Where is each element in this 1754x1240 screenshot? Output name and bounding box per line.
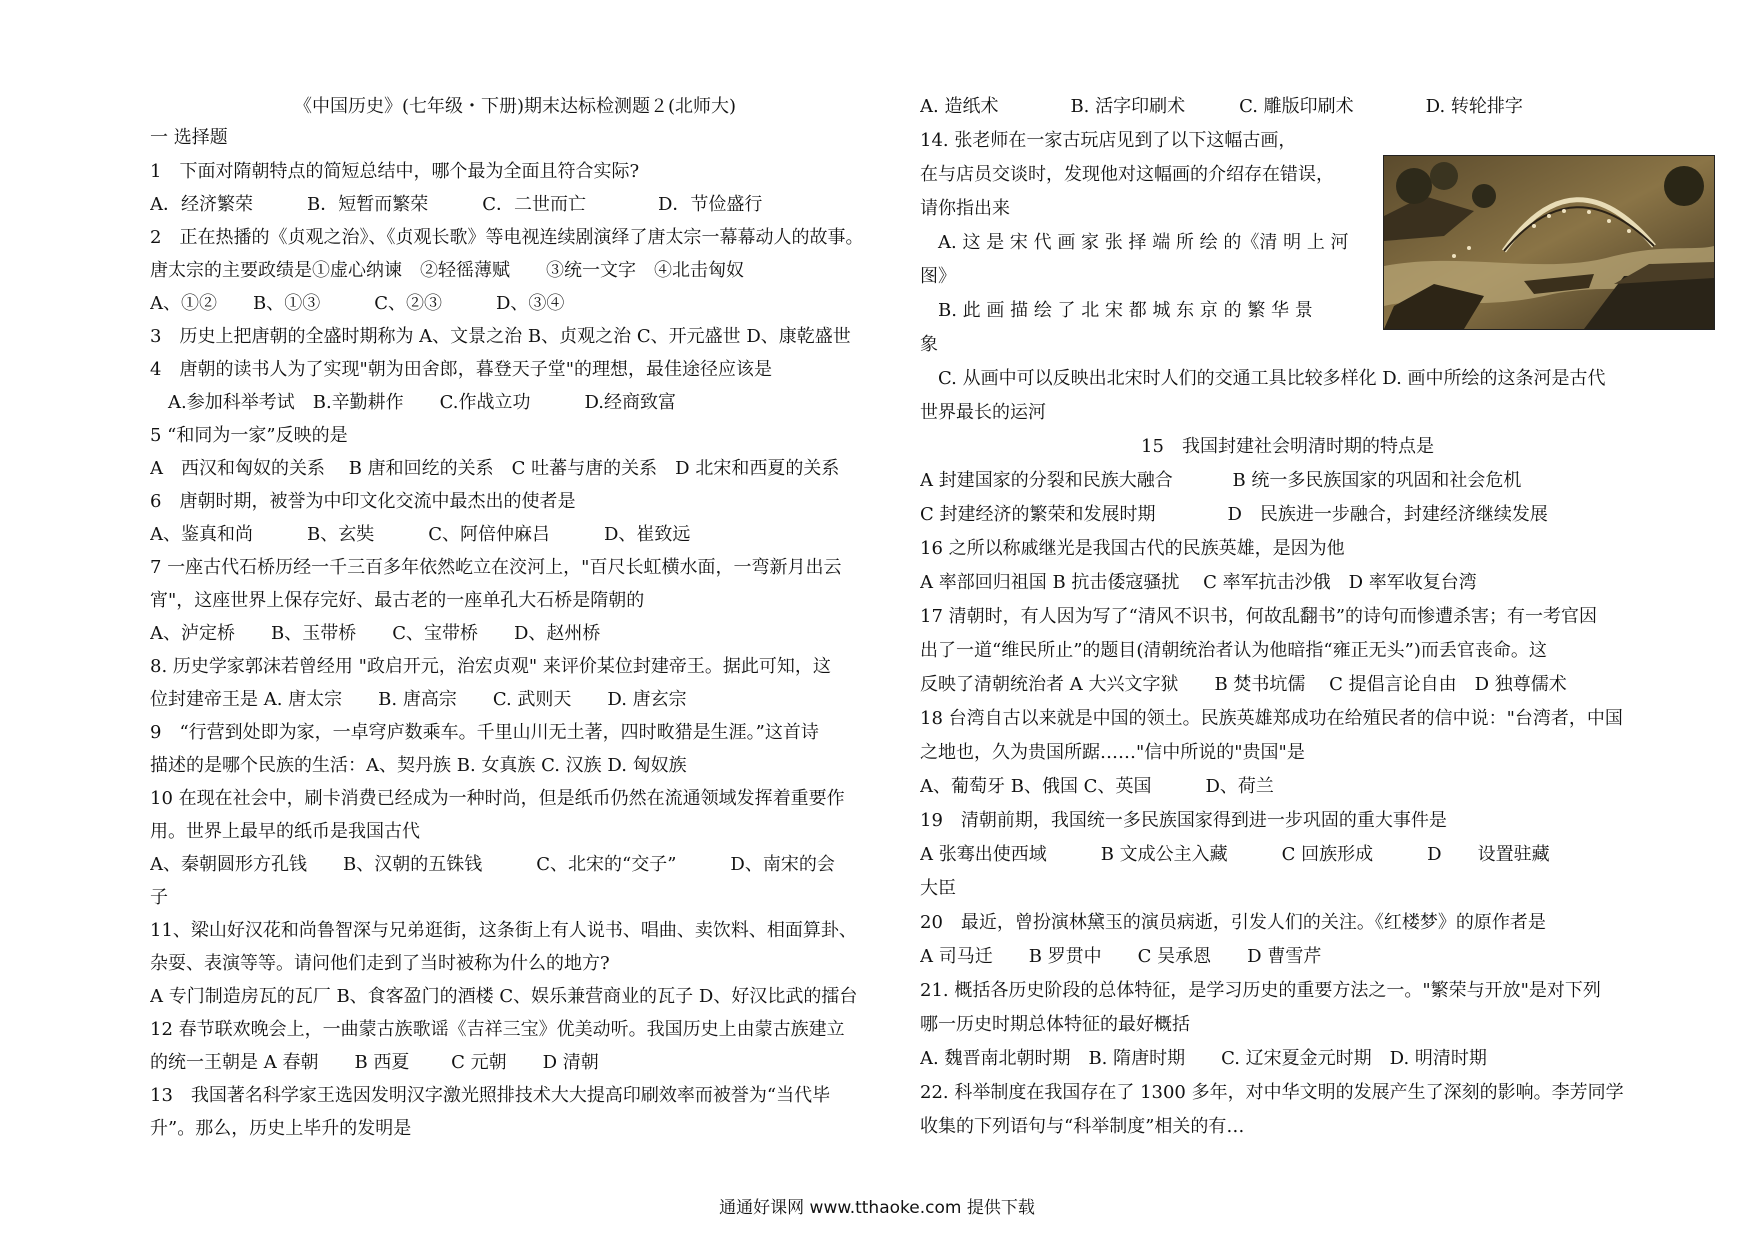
question-line: 1 下面对隋朝特点的简短总结中，哪个最为全面且符合实际? [150,161,640,182]
question-line: 象 [920,334,938,355]
question-line: 在与店员交谈时，发现他对这幅画的介绍存在错误， [920,164,1334,185]
question-line: A 西汉和匈奴的关系 B 唐和回纥的关系 C 吐蕃与唐的关系 D 北宋和西夏的关系 [150,458,840,479]
question-line: C 封建经济的繁荣和发展时期 D 民族进一步融合，封建经济继续发展 [920,504,1548,525]
question-line: 22. 科举制度在我国存在了 1300 多年，对中华文明的发展产生了深刻的影响。李芳同学 [920,1082,1624,1103]
question-line: A 专门制造房瓦的瓦厂 B、食客盈门的酒楼 C、娱乐兼营商业的瓦子 D、好汉比武的擂台 [150,986,858,1007]
question-line: 描述的是哪个民族的生活：A、契丹族 B. 女真族 C. 汉族 D. 匈奴族 [150,755,687,776]
question-line: A、泸定桥 B、玉带桥 C、宝带桥 D、赵州桥 [150,623,601,644]
question-line: 14. 张老师在一家古玩店见到了以下这幅古画， [920,130,1297,151]
footer-credit: 通通好课网 www.tthaoke.com 提供下载 [719,1198,1035,1218]
question-line: 20 最近，曾扮演林黛玉的演员病逝，引发人们的关注。《红楼梦》的原作者是 [920,912,1546,933]
left-column [150,0,880,1160]
question-line: A 司马迁 B 罗贯中 C 吴承恩 D 曹雪芹 [920,946,1322,967]
question-line: 世界最长的运河 [920,402,1046,423]
question-line: 4 唐朝的读书人为了实现"朝为田舍郎，暮登天子堂"的理想，最佳途径应该是 [150,359,773,380]
question-line: A、①② B、①③ C、②③ D、③④ [150,293,565,314]
question-line: 18 台湾自古以来就是中国的领土。民族英雄郑成功在给殖民者的信中说："台湾者，中国 [920,708,1623,729]
page-title: 《中国历史》(七年级・下册)期末达标检测题２(北师大) [293,96,737,117]
section-heading: 一 选择题 [150,127,228,148]
question-line: 之地也，久为贵国所踞……"信中所说的"贵国"是 [920,742,1305,763]
question-line: A、葡萄牙 B、俄国 C、英国 D、荷兰 [920,776,1274,797]
question-line: 9 “行营到处即为家，一卓穹庐数乘车。千里山川无土著，四时畋猎是生涯。”这首诗 [150,722,819,743]
question-line: 21. 概括各历史阶段的总体特征，是学习历史的重要方法之一。"繁荣与开放"是对下列 [920,980,1601,1001]
question-line: 16 之所以称戚继光是我国古代的民族英雄，是因为他 [920,538,1345,559]
question-line: A 封建国家的分裂和民族大融合 B 统一多民族国家的巩固和社会危机 [920,470,1522,491]
question-line: 17 清朝时，有人因为写了“清风不识书，何故乱翻书”的诗句而惨遭杀害；有一考官因 [920,606,1598,627]
question-line: 请你指出来 [920,198,1010,219]
question-line: 唐太宗的主要政绩是①虚心纳谏 ②轻徭薄赋 ③统一文字 ④北击匈奴 [150,260,744,281]
question-line: A．经济繁荣 B．短暂而繁荣 C．二世而亡 D．节俭盛行 [150,194,763,215]
question-line: A.参加科举考试 B.辛勤耕作 C.作战立功 D.经商致富 [150,392,677,413]
question-line: A 张骞出使西域 B 文成公主入藏 C 回族形成 D 设置驻藏 [920,844,1550,865]
question-line: 13 我国著名科学家王选因发明汉字激光照排技术大大提高印刷效率而被誉为“当代毕 [150,1085,831,1106]
question-line: 2 正在热播的《贞观之治》、《贞观长歌》等电视连续剧演绎了唐太宗一幕幕动人的故事。 [150,227,864,248]
question-line: 19 清朝前期，我国统一多民族国家得到进一步巩固的重大事件是 [920,810,1447,831]
question-line: 图》 [920,266,956,287]
question-line: 反映了清朝统治者 A 大兴文字狱 B 焚书坑儒 C 提倡言论自由 D 独尊儒术 [920,674,1567,695]
question-line: A. 造纸术 B. 活字印刷术 C. 雕版印刷术 D. 转轮排字 [920,96,1523,117]
question-line: 8. 历史学家郭沫若曾经用 "政启开元，治宏贞观" 来评价某位封建帝王。据此可知，这 [150,656,831,677]
question-line: 5 “和同为一家”反映的是 [150,425,348,446]
question-line: 11、梁山好汉花和尚鲁智深与兄弟逛街，这条街上有人说书、唱曲、卖饮料、相面算卦、 [150,920,857,941]
question-line: 升”。那么，历史上毕升的发明是 [150,1118,412,1139]
question-line: 宵"，这座世界上保存完好、最古老的一座单孔大石桥是隋朝的 [150,590,645,611]
question-line: A. 这 是 宋 代 画 家 张 择 端 所 绘 的《清 明 上 河 [920,232,1349,253]
question-line: B. 此 画 描 绘 了 北 宋 都 城 东 京 的 繁 华 景 [920,300,1313,321]
question-line: A、秦朝圆形方孔钱 B、汉朝的五铢钱 C、北宋的“交子” D、南宋的会 [150,854,835,875]
question-line: 10 在现在社会中，刷卡消费已经成为一种时尚，但是纸币仍然在流通领域发挥着重要作 [150,788,845,809]
question-line: 12 春节联欢晚会上，一曲蒙古族歌谣《吉祥三宝》优美动听。我国历史上由蒙古族建立 [150,1019,845,1040]
question-line: 的统一王朝是 A 春朝 B 西夏 C 元朝 D 清朝 [150,1052,599,1073]
question-line: 3 历史上把唐朝的全盛时期称为 A、文景之治 B、贞观之治 C、开元盛世 D、康乾盛世 [150,326,851,347]
question-line: 7 一座古代石桥历经一千三百多年依然屹立在洨河上，"百尺长虹横水面，一弯新月出云 [150,557,842,578]
question-line: 位封建帝王是 A. 唐太宗 B. 唐高宗 C. 武则天 D. 唐玄宗 [150,689,687,710]
question-line: 子 [150,887,168,908]
question-line: A 率部回归祖国 B 抗击倭寇骚扰 C 率军抗击沙俄 D 率军收复台湾 [920,572,1477,593]
question-line: 15 我国封建社会明清时期的特点是 [1141,436,1434,457]
question-line: A. 魏晋南北朝时期 B. 隋唐时期 C. 辽宋夏金元时期 D. 明清时期 [920,1048,1487,1069]
question-line: C. 从画中可以反映出北宋时人们的交通工具比较多样化 D. 画中所绘的这条河是古代 [920,368,1606,389]
qingming-painting-image [1383,155,1715,330]
question-line: 收集的下列语句与“科举制度”相关的有… [920,1116,1245,1137]
question-line: 用。世界上最早的纸币是我国古代 [150,821,420,842]
question-line: 6 唐朝时期，被誉为中印文化交流中最杰出的使者是 [150,491,576,512]
question-line: A、鉴真和尚 B、玄奘 C、阿倍仲麻吕 D、崔致远 [150,524,691,545]
question-line: 哪一历史时期总体特征的最好概括 [920,1014,1190,1035]
question-line: 大臣 [920,878,956,899]
question-line: 出了一道“维民所止”的题目(清朝统治者认为他暗指“雍正无头”)而丢官丧命。这 [920,640,1547,661]
question-line: 杂耍、表演等等。请问他们走到了当时被称为什么的地方? [150,953,610,974]
